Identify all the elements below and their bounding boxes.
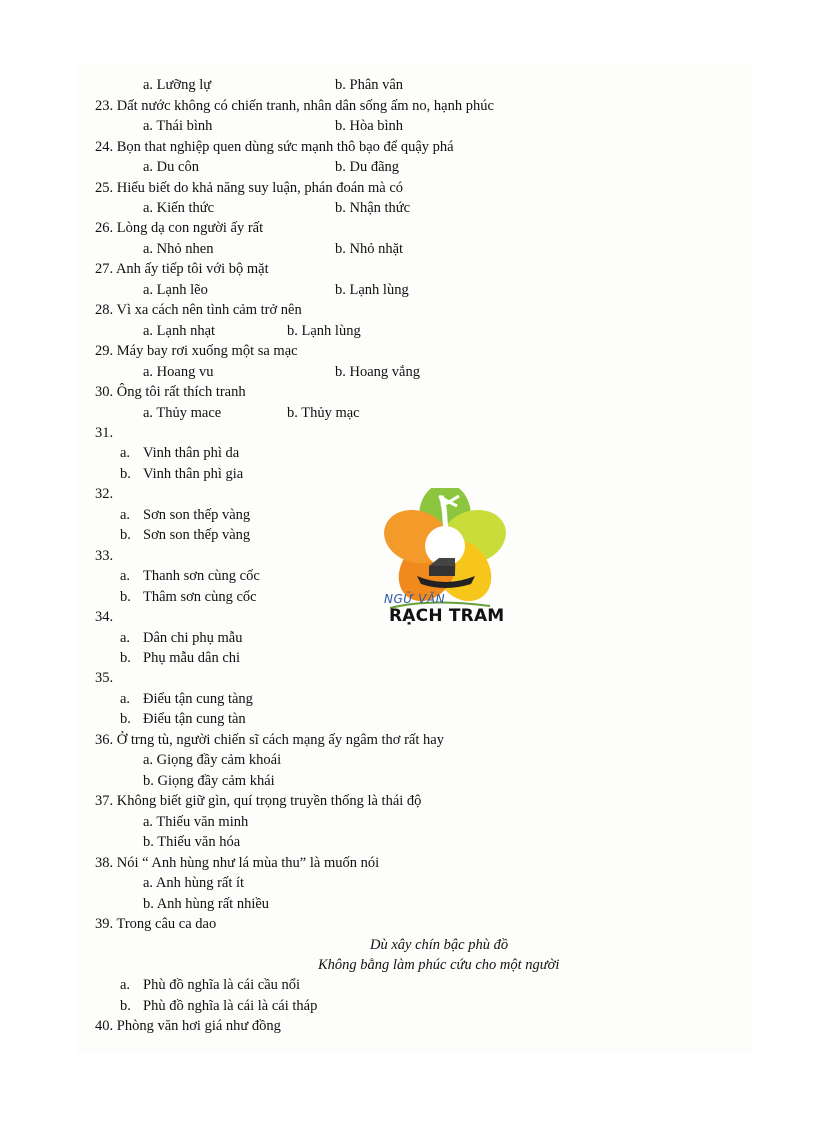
q35-option-a: Điểu tận cung tàng bbox=[143, 691, 253, 707]
q34-option-b: Phụ mẫu dân chi bbox=[143, 650, 241, 666]
q38-option-a: a. Anh hùng rất ít bbox=[143, 875, 245, 891]
q27-option-b: b. Lạnh lùng bbox=[335, 282, 409, 298]
q32-option-b: Sơn son thếp vàng bbox=[143, 527, 251, 543]
logo-text-rach-tram: RẠCH TRAM bbox=[389, 606, 505, 626]
list-label-b: b. bbox=[120, 527, 131, 543]
question-26: 26. Lòng dạ con người ấy rất bbox=[95, 220, 264, 236]
list-label-b: b. bbox=[120, 589, 131, 605]
question-29: 29. Máy bay rơi xuống một sa mạc bbox=[95, 343, 298, 359]
question-40: 40. Phòng văn hơi giá như đồng bbox=[95, 1018, 281, 1034]
q28-option-b: b. Lạnh lùng bbox=[287, 323, 361, 339]
question-35: 35. bbox=[95, 670, 114, 686]
q36-option-b: b. Giọng đầy cảm khái bbox=[143, 773, 275, 789]
question-24: 24. Bọn that nghiệp quen dùng sức mạnh thô bạo để quậy phá bbox=[95, 139, 454, 155]
verse-line-2: Không bằng làm phúc cứu cho một người bbox=[318, 957, 560, 973]
q31-option-a: Vinh thân phì da bbox=[143, 445, 240, 461]
q30-option-a: a. Thủy mace bbox=[143, 405, 222, 421]
list-label-a: a. bbox=[120, 977, 131, 993]
q26-option-b: b. Nhỏ nhặt bbox=[335, 241, 404, 257]
list-label-a: a. bbox=[120, 568, 131, 584]
q37-option-a: a. Thiếu văn minh bbox=[143, 814, 249, 830]
q33-option-a: Thanh sơn cùng cốc bbox=[143, 568, 260, 584]
q22-option-a: a. Lưỡng lự bbox=[143, 77, 212, 93]
q29-option-a: a. Hoang vu bbox=[143, 364, 214, 380]
q33-option-b: Thâm sơn cùng cốc bbox=[143, 589, 257, 605]
question-32: 32. bbox=[95, 486, 114, 502]
q24-option-b: b. Du đãng bbox=[335, 159, 400, 175]
list-label-a: a. bbox=[120, 630, 131, 646]
list-label-b: b. bbox=[120, 466, 131, 482]
question-36: 36. Ở trng tù, người chiến sĩ cách mạng ấy ngâm thơ rất hay bbox=[95, 732, 444, 748]
q32-option-a: Sơn son thếp vàng bbox=[143, 507, 251, 523]
q27-option-a: a. Lạnh lẽo bbox=[143, 282, 208, 298]
question-31: 31. bbox=[95, 425, 114, 441]
q30-option-b: b. Thủy mạc bbox=[287, 405, 360, 421]
q39-option-a: Phù đồ nghĩa là cái cầu nổi bbox=[143, 977, 301, 993]
question-28: 28. Vì xa cách nên tình cảm trở nên bbox=[95, 302, 302, 318]
list-label-b: b. bbox=[120, 650, 131, 666]
q22-option-b: b. Phân vân bbox=[335, 77, 404, 93]
list-label-b: b. bbox=[120, 711, 131, 727]
list-label-a: a. bbox=[120, 691, 131, 707]
question-38: 38. Nói “ Anh hùng như lá mùa thu” là muốn nói bbox=[95, 855, 380, 871]
q39-option-b: Phù đồ nghĩa là cái là cái tháp bbox=[143, 998, 318, 1014]
question-30: 30. Ông tôi rất thích tranh bbox=[95, 384, 246, 400]
question-23: 23. Dất nước không có chiến tranh, nhân dân sống ấm no, hạnh phúc bbox=[95, 98, 494, 114]
q28-option-a: a. Lạnh nhạt bbox=[143, 323, 216, 339]
list-label-a: a. bbox=[120, 507, 131, 523]
question-25: 25. Hiểu biết do khả năng suy luận, phán đoán mà có bbox=[95, 180, 404, 196]
q36-option-a: a. Giọng đầy cảm khoái bbox=[143, 752, 282, 768]
q31-option-b: Vinh thân phì gia bbox=[143, 466, 244, 482]
list-label-a: a. bbox=[120, 445, 131, 461]
q34-option-a: Dân chi phụ mẫu bbox=[143, 630, 243, 646]
question-34: 34. bbox=[95, 609, 114, 625]
q35-option-b: Điểu tận cung tàn bbox=[143, 711, 246, 727]
q38-option-b: b. Anh hùng rất nhiều bbox=[143, 896, 270, 912]
q25-option-a: a. Kiến thức bbox=[143, 200, 215, 216]
question-33: 33. bbox=[95, 548, 114, 564]
q25-option-b: b. Nhận thức bbox=[335, 200, 411, 216]
q24-option-a: a. Du côn bbox=[143, 159, 199, 175]
q37-option-b: b. Thiếu văn hóa bbox=[143, 834, 241, 850]
q23-option-a: a. Thái bình bbox=[143, 118, 213, 134]
question-37: 37. Không biết giữ gìn, quí trọng truyền thống là thái độ bbox=[95, 793, 422, 809]
list-label-b: b. bbox=[120, 998, 131, 1014]
question-27: 27. Anh ấy tiếp tôi với bộ mặt bbox=[95, 261, 269, 277]
q26-option-a: a. Nhỏ nhen bbox=[143, 241, 214, 257]
question-39: 39. Trong câu ca dao bbox=[95, 916, 217, 932]
q23-option-b: b. Hòa bình bbox=[335, 118, 404, 134]
verse-line-1: Dù xây chín bậc phù đồ bbox=[370, 937, 509, 953]
logo-text-ngu-van: NGỮ VĂN bbox=[384, 592, 446, 606]
q29-option-b: b. Hoang vắng bbox=[335, 364, 420, 380]
